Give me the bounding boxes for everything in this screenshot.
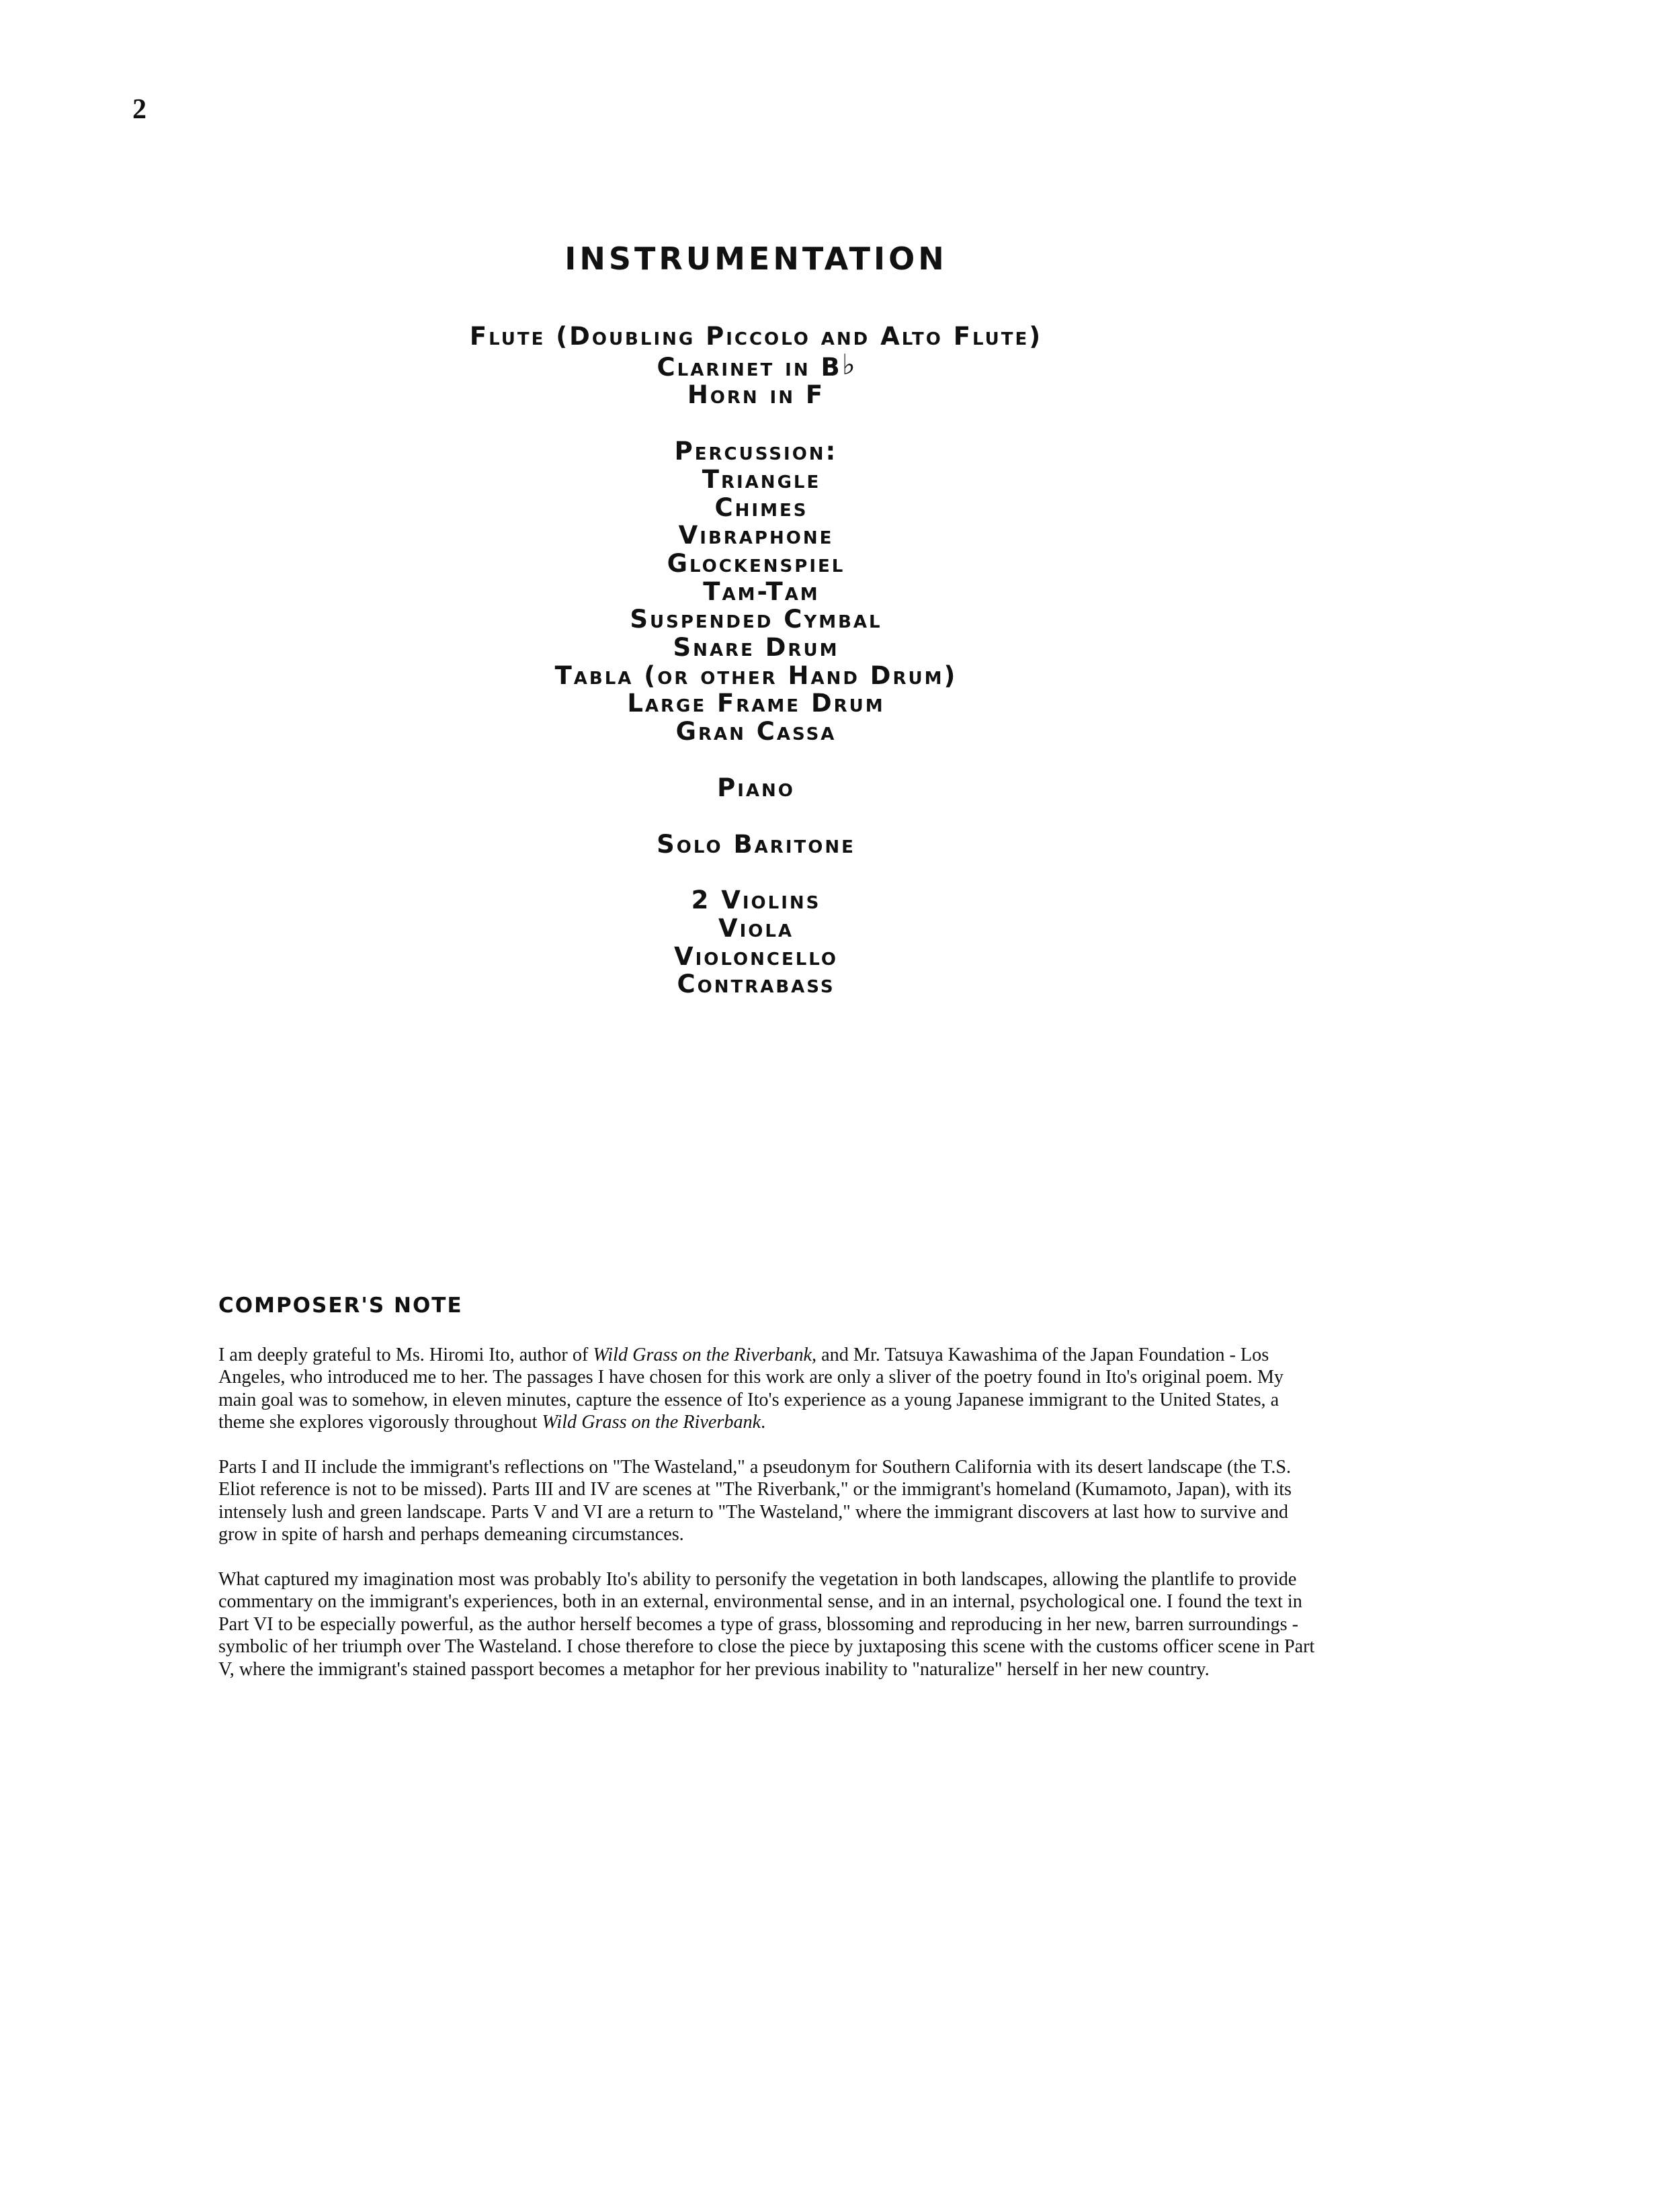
note-p1-book-title-2: Wild Grass on the Riverbank <box>542 1412 761 1433</box>
instrument-horn: Horn in F <box>687 380 825 410</box>
note-paragraph-2: Parts I and II include the immigrant's reflections on "The Wasteland," a pseudonym for Southern California with its desert landscape (the T.S. Eliot reference is not to be missed). Parts III and IV are scenes at "The Riverbank," or the immigrant's homeland (Kumamoto, Japan), with its intensely lush and green landscape. Parts V and VI are a return to "The Wasteland," where the immigrant discovers at last how to survive and grow in spite of harsh and perhaps demeaning circumstances. <box>218 1457 1292 1545</box>
note-paragraph-3: What captured my imagination most was probably Ito's ability to personify the vegetation in both landscapes, allowing the plantlife to provide commentary on the immigrant's experiences, both in an external, environmental sense, and in an internal, psychological one. I found the text in Part VI to be especially powerful, as the author herself becomes a type of grass, blossoming and reproducing in her new, barren surroundings - symbolic of her triumph over The Wasteland. I chose therefore to close the piece by juxtaposing this scene with the customs officer scene in Part V, where the immigrant's stained passport becomes a metaphor for her previous inability to "naturalize" herself in her new country. <box>218 1569 1315 1680</box>
instrument-violoncello: Violoncello <box>673 941 839 971</box>
percussion-heading: Percussion: <box>674 437 838 466</box>
composers-note-heading: COMPOSER'S NOTE <box>218 1293 463 1318</box>
instrument-suspended-cymbal: Suspended Cymbal <box>630 605 882 634</box>
instrument-viola: Viola <box>718 913 794 943</box>
instrument-chimes: Chimes <box>714 493 808 522</box>
instrument-tabla: Tabla (or other Hand Drum) <box>554 661 958 690</box>
page-number: 2 <box>132 94 146 125</box>
note-p1-book-title: Wild Grass on the Riverbank, <box>593 1345 817 1365</box>
note-p1-text-a: I am deeply grateful to Ms. Hiromi Ito, author of <box>218 1345 593 1365</box>
note-p1-text-e: . <box>761 1412 766 1433</box>
instrument-triangle: Triangle <box>702 464 821 494</box>
instrument-solo-baritone: Solo Baritone <box>657 829 855 859</box>
note-paragraph-1 <box>218 1344 1324 1434</box>
instrument-vibraphone: Vibraphone <box>678 521 834 550</box>
note-p1-text-c: and Mr. Tatsuya Kawashima of the Japan Foundation - Los Angeles, who introduced me to her. The passages I have chosen for this work are only a sliver of the poetry found in Ito's original poem. My main goal was to somehow, in eleven minutes, capture the essence of Ito's experience as a young Japanese immigrant to the United States, a theme she explores vigorously throughout <box>218 1345 1284 1433</box>
instrument-snare-drum: Snare Drum <box>673 633 839 663</box>
instrument-clarinet <box>0 347 1512 382</box>
composers-note-body <box>218 1344 1324 1703</box>
flat-sign-icon: ♭ <box>841 347 855 381</box>
instrument-piano: Piano <box>717 773 795 802</box>
instrument-glockenspiel: Glockenspiel <box>667 548 845 578</box>
instrument-violins: 2 Violins <box>691 886 821 915</box>
instrument-gran-cassa: Gran Cassa <box>675 717 837 747</box>
instrumentation-title: INSTRUMENTATION <box>564 241 948 277</box>
instrument-list <box>0 323 1512 998</box>
instrument-flute: Flute (Doubling Piccolo and Alto Flute) <box>469 322 1043 351</box>
instrument-tam-tam: Tam-Tam <box>703 577 820 606</box>
instrument-clarinet-label: Clarinet in B <box>657 352 842 382</box>
instrument-large-frame-drum: Large Frame Drum <box>627 689 885 718</box>
instrument-contrabass: Contrabass <box>677 970 835 999</box>
